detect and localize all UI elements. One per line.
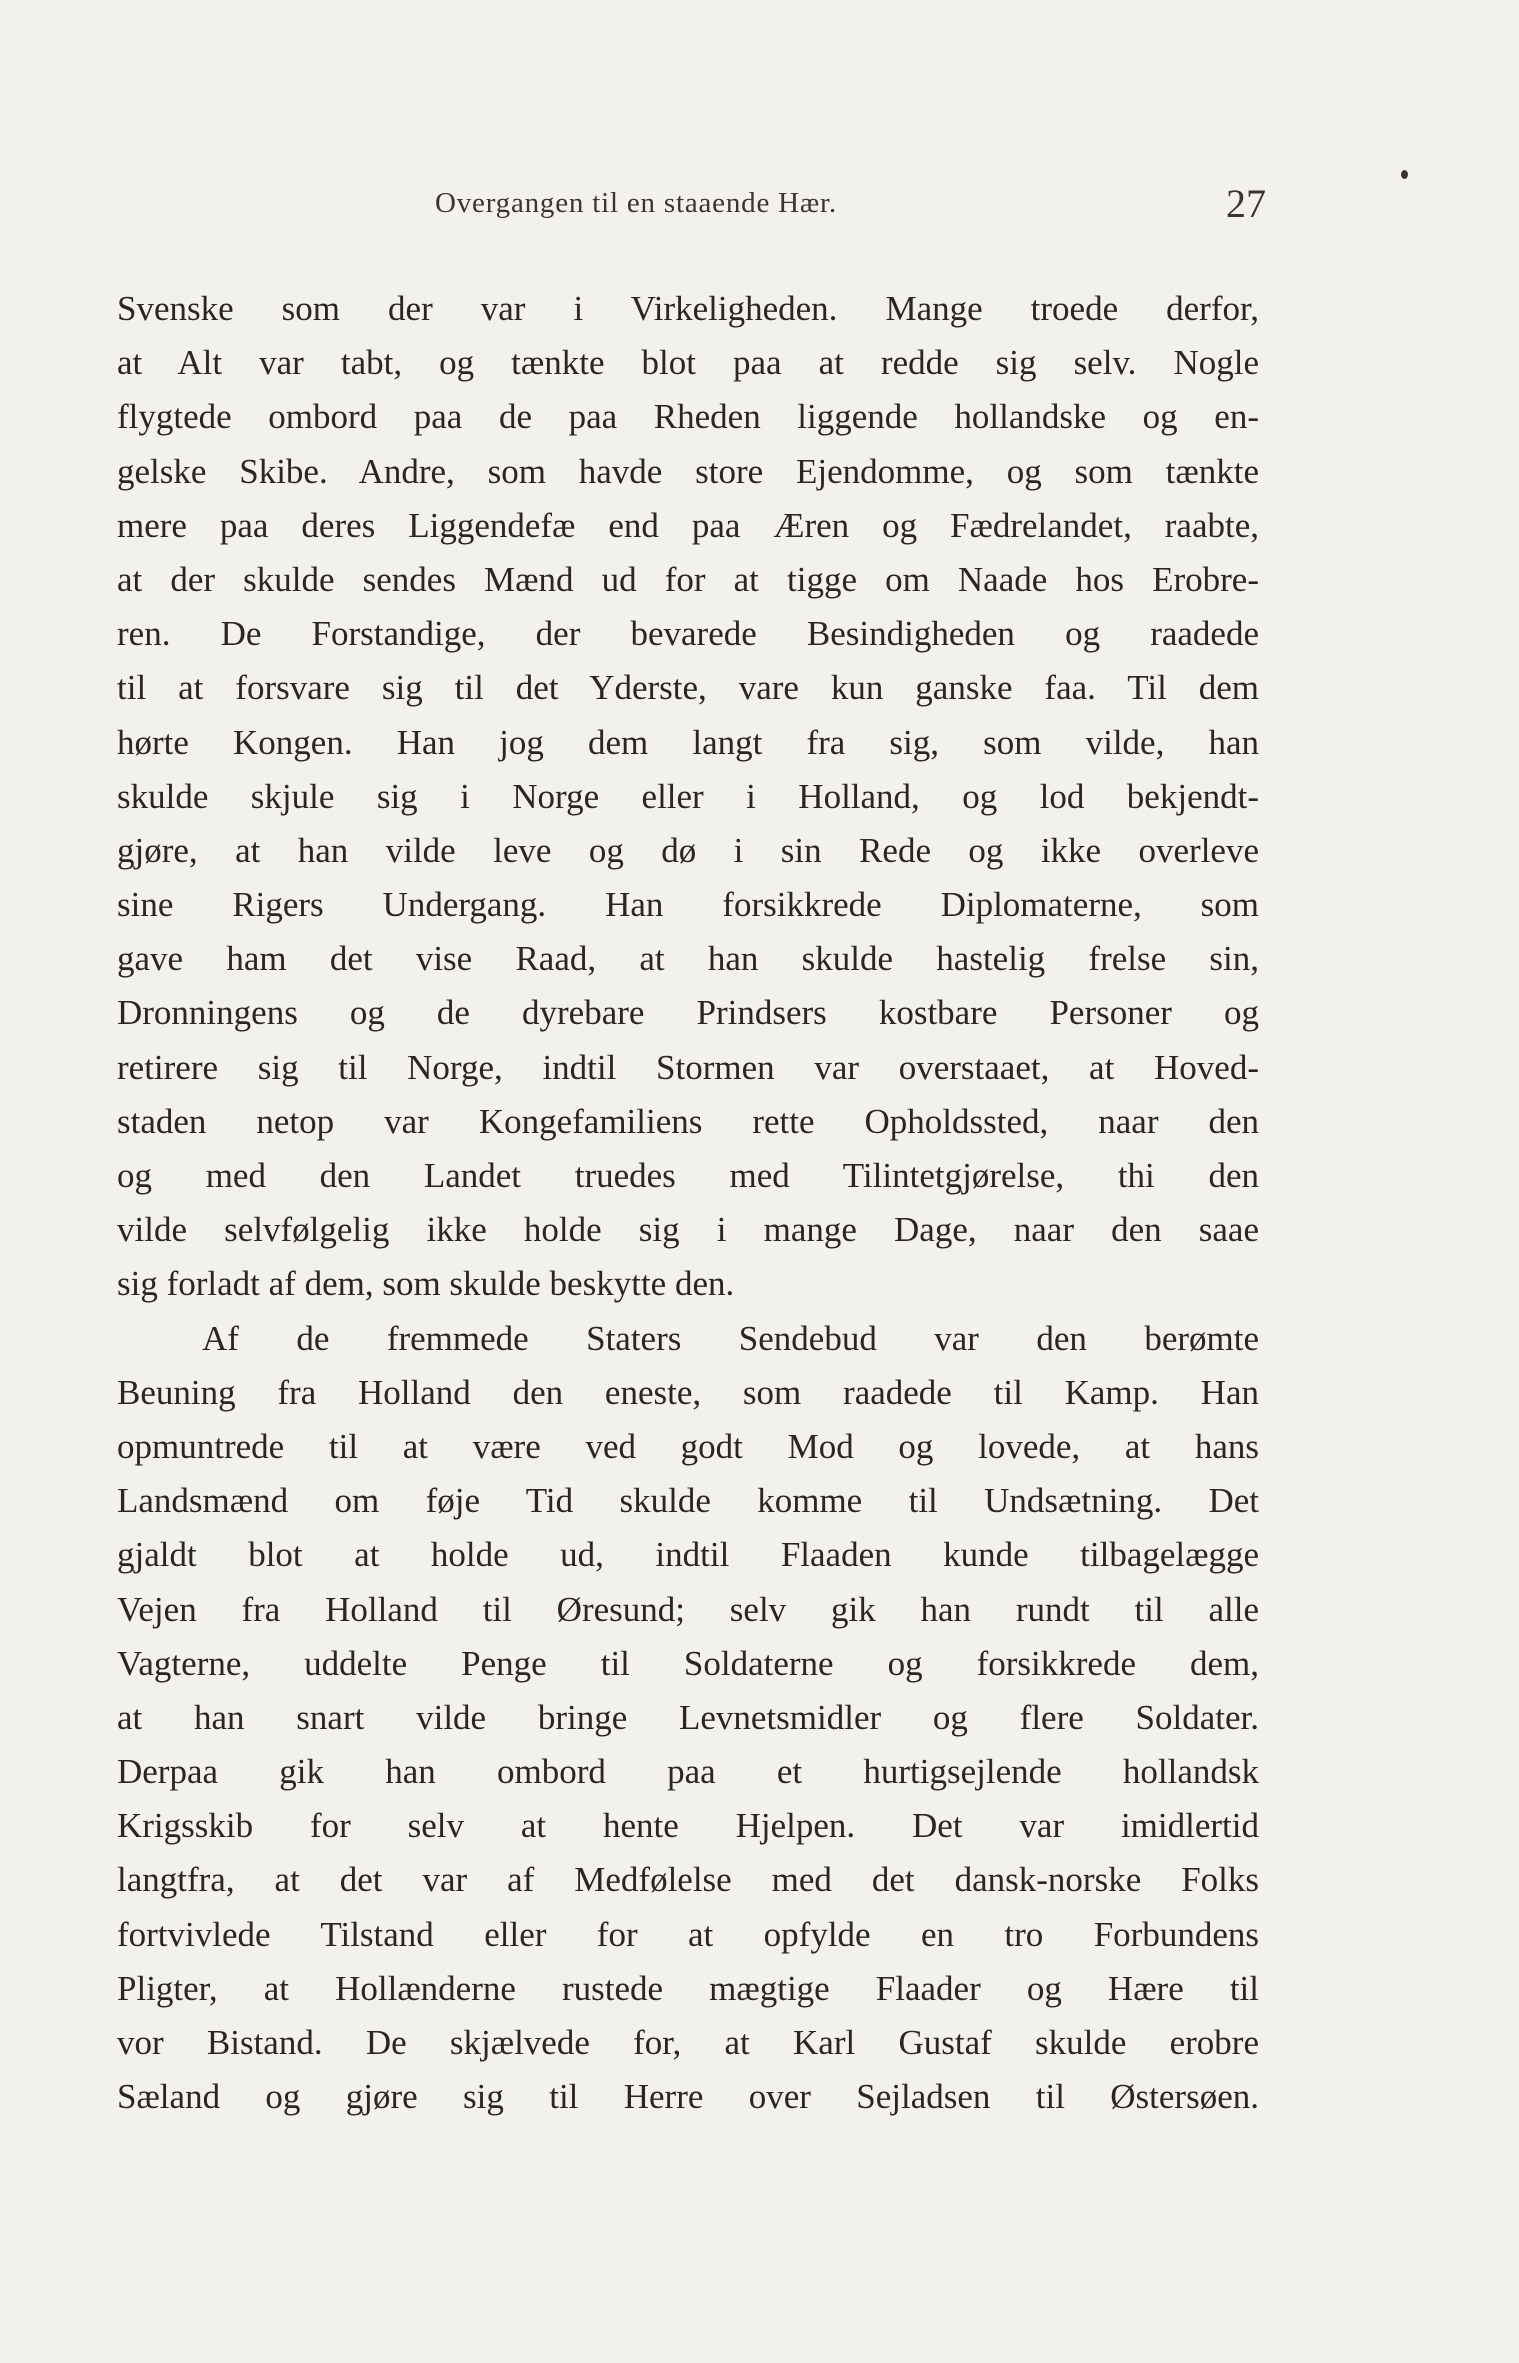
text-line: gelske Skibe. Andre, som havde store Ejendomme, og som tænkte bbox=[117, 451, 1259, 491]
text-line: hørte Kongen. Han jog dem langt fra sig, som vilde, han bbox=[117, 722, 1259, 762]
text-line: Svenske som der var i Virkeligheden. Mange troede derfor, bbox=[117, 289, 1259, 328]
text-line: at Alt var tabt, og tænkte blot paa at redde sig selv. Nogle bbox=[117, 343, 1259, 383]
text-line: vor Bistand. De skjælvede for, at Karl Gustaf skulde erobre bbox=[117, 2023, 1259, 2062]
text-line-paragraph-end: sig forladt af dem, som skulde beskytte den. bbox=[117, 1264, 735, 1304]
text-line: fortvivlede Tilstand eller for at opfylde en tro Forbundens bbox=[117, 1914, 1259, 1954]
text-line: Vagterne, uddelte Penge til Soldaterne og forsikkrede dem, bbox=[117, 1643, 1259, 1683]
text-line: Vejen fra Holland til Øresund; selv gik han rundt til alle bbox=[117, 1589, 1259, 1629]
text-line: skulde skjule sig i Norge eller i Holland, og lod bekjendt- bbox=[117, 776, 1259, 816]
ink-speck bbox=[1401, 170, 1408, 179]
text-line: langtfra, at det var af Medfølelse med det dansk-norske Folks bbox=[117, 1860, 1259, 1900]
text-line: Dronningens og de dyrebare Prindsers kostbare Personer og bbox=[117, 993, 1259, 1033]
text-line: til at forsvare sig til det Yderste, vare kun ganske faa. Til dem bbox=[117, 668, 1259, 708]
text-line: at han snart vilde bringe Levnetsmidler og flere Soldater. bbox=[117, 1697, 1259, 1737]
text-line: retirere sig til Norge, indtil Stormen var overstaaet, at Hoved- bbox=[117, 1047, 1259, 1087]
text-line: Beuning fra Holland den eneste, som raadede til Kamp. Han bbox=[117, 1372, 1259, 1412]
text-line: gjøre, at han vilde leve og dø i sin Rede og ikke overleve bbox=[117, 830, 1259, 870]
running-header: Overgangen til en staaende Hær. bbox=[435, 187, 837, 219]
text-line: flygtede ombord paa de paa Rheden liggende hollandske og en- bbox=[117, 397, 1259, 437]
text-line: ren. De Forstandige, der bevarede Besindigheden og raadede bbox=[117, 614, 1259, 654]
text-line: Pligter, at Hollænderne rustede mægtige Flaader og Hære til bbox=[117, 1968, 1259, 2008]
text-line: vilde selvfølgelig ikke holde sig i mange Dage, naar den saae bbox=[117, 1210, 1259, 1250]
text-line: at der skulde sendes Mænd ud for at tigge om Naade hos Erobre- bbox=[117, 559, 1259, 599]
text-line: staden netop var Kongefamiliens rette Opholdssted, naar den bbox=[117, 1101, 1259, 1141]
text-line: Krigsskib for selv at hente Hjelpen. Det var imidlertid bbox=[117, 1806, 1259, 1846]
text-line: Sæland og gjøre sig til Herre over Sejladsen til Østersøen. bbox=[117, 2077, 1259, 2117]
body-text bbox=[117, 282, 1259, 2124]
text-line: opmuntrede til at være ved godt Mod og lovede, at hans bbox=[117, 1426, 1259, 1466]
text-line: sine Rigers Undergang. Han forsikkrede Diplomaterne, som bbox=[117, 885, 1259, 925]
text-line: Landsmænd om føje Tid skulde komme til Undsætning. Det bbox=[117, 1481, 1259, 1521]
text-line: gave ham det vise Raad, at han skulde hastelig frelse sin, bbox=[117, 939, 1259, 979]
text-line: gjaldt blot at holde ud, indtil Flaaden kunde tilbagelægge bbox=[117, 1535, 1259, 1575]
text-line: Derpaa gik han ombord paa et hurtigsejlende hollandsk bbox=[117, 1752, 1259, 1792]
page-number: 27 bbox=[1226, 181, 1266, 226]
text-line: og med den Landet truedes med Tilintetgjørelse, thi den bbox=[117, 1156, 1259, 1195]
text-line: mere paa deres Liggendefæ end paa Æren og Fædrelandet, raabte, bbox=[117, 505, 1259, 545]
text-line-paragraph-start: Af de fremmede Staters Sendebud var den berømte bbox=[202, 1318, 1259, 1358]
